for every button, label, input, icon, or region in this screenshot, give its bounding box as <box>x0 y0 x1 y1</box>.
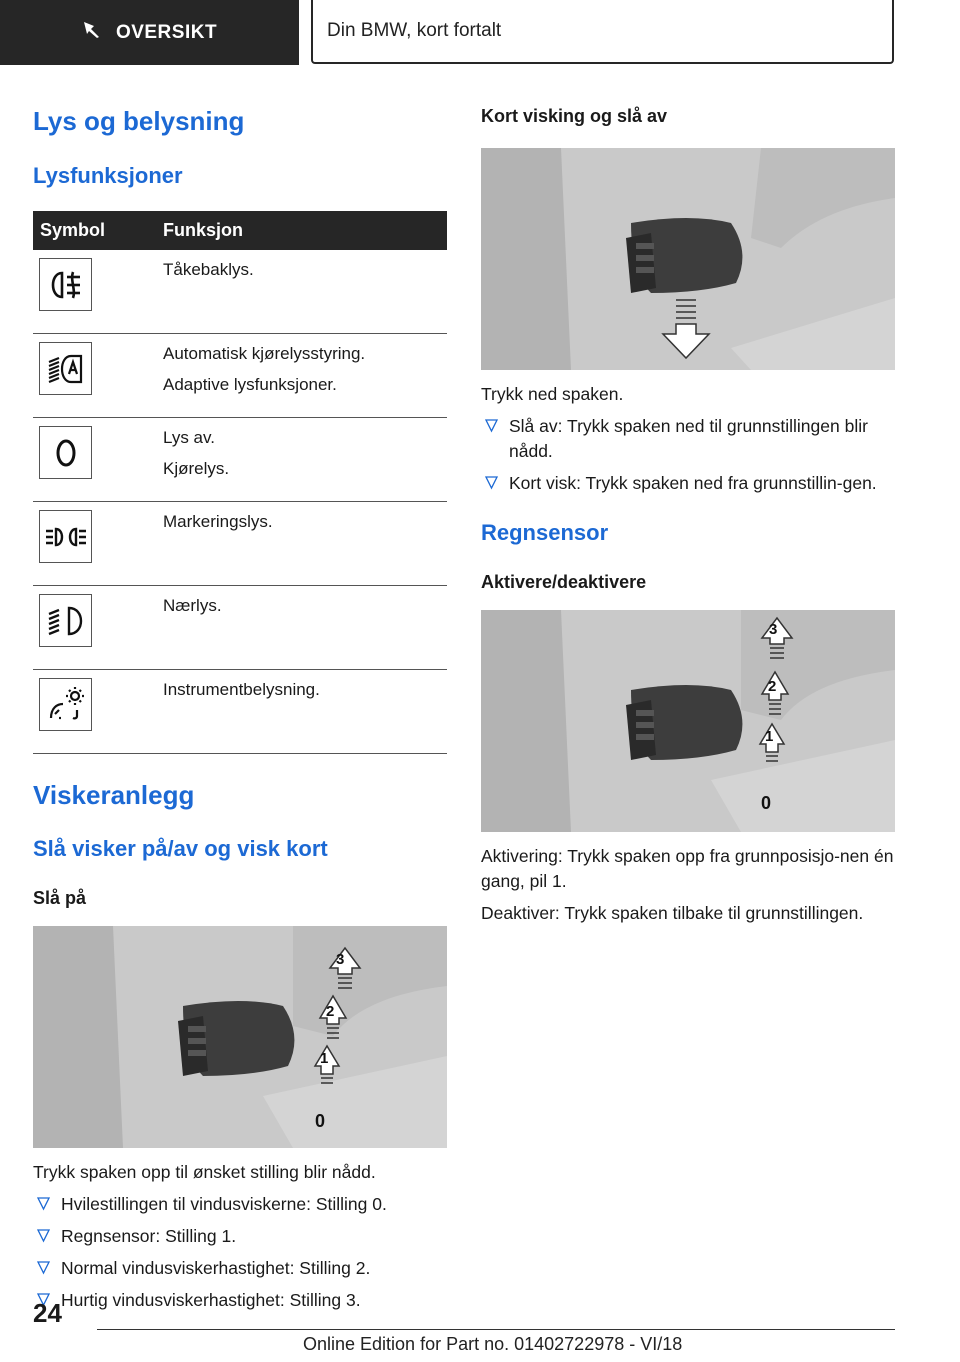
arrow-label-1: 1 <box>765 728 774 745</box>
arrow-label-2: 2 <box>768 678 777 695</box>
parking-lights-icon <box>39 510 92 563</box>
automatic-headlight-icon <box>39 342 92 395</box>
subheading-switch-on: Slå på <box>33 888 87 908</box>
list-item: Regnsensor: Stilling 1. <box>33 1224 447 1249</box>
list-item: Hvilestillingen til vindusviskerne: Stilling 0. <box>33 1192 447 1217</box>
wiper-stalk-photo <box>33 926 447 1148</box>
push-down-instruction: Trykk ned spaken. <box>481 384 624 404</box>
table-row <box>33 502 447 586</box>
wiper-positions-list <box>33 1192 447 1313</box>
section-heading-wipers: Viskeranlegg <box>33 780 195 810</box>
bullet-triangle-icon <box>37 1195 50 1211</box>
table-cell-text: Markeringslys. <box>163 512 273 531</box>
subheading-short-wipe: Kort visking og slå av <box>481 106 668 126</box>
edition-footer: Online Edition for Part no. 01402722978 - VI/18 <box>303 1334 683 1354</box>
table-cell-text: Lys av. <box>163 428 215 447</box>
page-number: 24 <box>33 1298 62 1328</box>
table-cell-text: Automatisk kjørelysstyring. <box>163 344 366 363</box>
short-wipe-list <box>481 414 895 496</box>
arrow-icon <box>82 20 102 45</box>
list-item: Normal vindusviskerhastighet: Stilling 2. <box>33 1256 447 1281</box>
overview-tab[interactable] <box>0 0 299 65</box>
table-row <box>33 418 447 502</box>
table-cell-text: Adaptive lysfunksjoner. <box>163 375 337 394</box>
arrow-label-3: 3 <box>769 621 778 638</box>
lights-off-icon <box>39 426 92 479</box>
table-header-symbol: Symbol <box>33 211 163 250</box>
bullet-triangle-icon <box>485 417 498 433</box>
right-column <box>481 98 895 926</box>
table-row <box>33 670 447 754</box>
list-item: Kort visk: Trykk spaken ned fra grunnstillin-gen. <box>481 471 895 496</box>
subheading-wiper-on-off: Slå visker på/av og visk kort <box>33 836 328 861</box>
instrument-lighting-icon <box>39 678 92 731</box>
table-cell-text: Kjørelys. <box>163 459 230 478</box>
bullet-triangle-icon <box>485 474 498 490</box>
bullet-triangle-icon <box>37 1227 50 1243</box>
subheading-activate-deactivate: Aktivere/deaktivere <box>481 572 647 592</box>
subheading-light-functions: Lysfunksjoner <box>33 163 183 188</box>
footer-divider <box>97 1329 895 1330</box>
rear-fog-light-icon <box>39 258 92 311</box>
arrow-label-3: 3 <box>336 951 345 968</box>
table-row <box>33 586 447 670</box>
arrow-label-1: 1 <box>320 1050 329 1067</box>
arrow-label-0: 0 <box>315 1111 326 1131</box>
list-item: Slå av: Trykk spaken ned til grunnstillingen blir nådd. <box>481 414 895 464</box>
subheading-rain-sensor: Regnsensor <box>481 520 609 545</box>
table-header-function: Funksjon <box>163 211 447 250</box>
wiper-stalk-down-photo <box>481 148 895 370</box>
wiper-instruction: Trykk spaken opp til ønsket stilling blir nådd. <box>33 1162 376 1182</box>
overview-tab-label: OVERSIKT <box>115 21 218 43</box>
table-row <box>33 250 447 334</box>
table-cell-text: Tåkebaklys. <box>163 260 254 279</box>
arrow-label-2: 2 <box>326 1003 335 1020</box>
deactivation-text: Deaktiver: Trykk spaken tilbake til grunnstillingen. <box>481 903 864 923</box>
section-heading-lights: Lys og belysning <box>33 106 245 136</box>
bullet-triangle-icon <box>37 1259 50 1275</box>
light-functions-table <box>33 211 447 754</box>
list-item: Hurtig vindusviskerhastighet: Stilling 3. <box>33 1288 447 1313</box>
activation-text: Aktivering: Trykk spaken opp fra grunnposisjo-nen én gang, pil 1. <box>481 846 894 891</box>
left-column <box>33 98 447 1320</box>
chapter-title: Din BMW, kort fortalt <box>311 0 894 64</box>
table-row <box>33 334 447 418</box>
low-beam-icon <box>39 594 92 647</box>
arrow-label-0: 0 <box>761 793 772 813</box>
rain-sensor-photo <box>481 610 895 832</box>
table-cell-text: Instrumentbelysning. <box>163 680 320 699</box>
table-cell-text: Nærlys. <box>163 596 222 615</box>
